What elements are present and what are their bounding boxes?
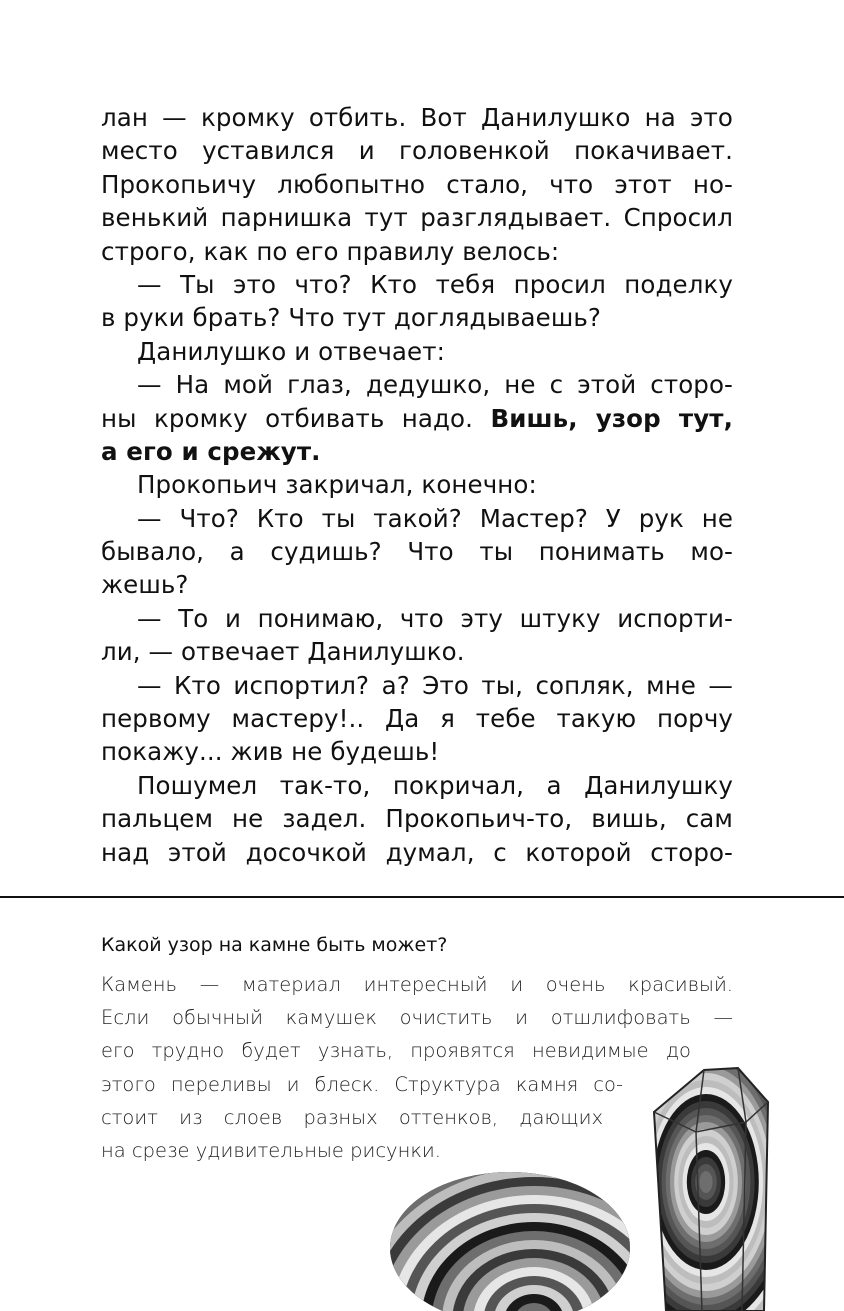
info-line: Если обычный камушек очистить и отшлифовать —	[101, 1006, 733, 1030]
text-line: первому мастеру!.. Да я тебе такую порчу	[101, 704, 733, 734]
bold-phrase: а его и срежут.	[101, 436, 321, 466]
text-line: над этой досочкой думал, с которой сторо-	[101, 837, 733, 867]
text-line: жешь?	[101, 570, 189, 600]
text-line: Прокопьичу любопытно стало, что этот но-	[101, 169, 733, 199]
text-line: строго, как по его правилу велось:	[101, 236, 560, 266]
text-line: в руки брать? Что тут доглядываешь?	[101, 303, 602, 333]
text-line: бывало, а судишь? Что ты понимать мо-	[101, 537, 733, 567]
text-line: Прокопьич закричал, конечно:	[137, 470, 537, 500]
text-line: покажу... жив не будешь!	[101, 737, 440, 767]
text-line: Пошумел так-то, покричал, а Данилушку	[137, 770, 733, 800]
text-line: ны кромку отбивать надо. Вишь, узор тут,	[101, 403, 733, 433]
crystal-stone-icon	[646, 1062, 776, 1311]
text-line: — Ты это что? Кто тебя просил поделку	[137, 269, 733, 299]
info-box-title: Какой узор на камне быть может?	[101, 934, 448, 956]
text-line: — Что? Кто ты такой? Мастер? У рук не	[137, 503, 733, 533]
text-line: Данилушко и отвечает:	[137, 336, 445, 366]
info-line: его трудно будет узнать, проявятся невидимые до	[101, 1039, 691, 1063]
text-line: венький парнишка тут разглядывает. Спросил	[101, 203, 733, 233]
info-box	[101, 930, 733, 1167]
text-line: лан — кромку отбить. Вот Данилушко на это	[101, 103, 733, 132]
text-line: — Кто испортил? а? Это ты, сопляк, мне —	[137, 670, 733, 700]
info-line: этого переливы и блеск. Структура камня со-	[101, 1072, 623, 1096]
info-line: Камень — материал интересный и очень красивый.	[101, 973, 733, 996]
main-text	[101, 101, 733, 869]
bold-phrase: Вишь, узор тут,	[490, 403, 733, 433]
text-line: — На мой глаз, дедушко, не с этой сторо-	[137, 370, 733, 400]
text-line: — То и понимаю, что эту штуку испорти-	[137, 603, 733, 633]
info-line: стоит из слоев разных оттенков, дающих	[101, 1105, 603, 1129]
text-line: место уставился и головенкой покачивает.	[101, 136, 733, 166]
text-line: пальцем не задел. Прокопьич-то, вишь, сам	[101, 804, 733, 834]
text-line	[101, 435, 733, 468]
info-line: на срезе удивительные рисунки.	[101, 1138, 441, 1162]
section-divider	[0, 896, 844, 898]
text-line: ли, — отвечает Данилушко.	[101, 637, 465, 667]
oval-stone-icon	[384, 1170, 636, 1311]
